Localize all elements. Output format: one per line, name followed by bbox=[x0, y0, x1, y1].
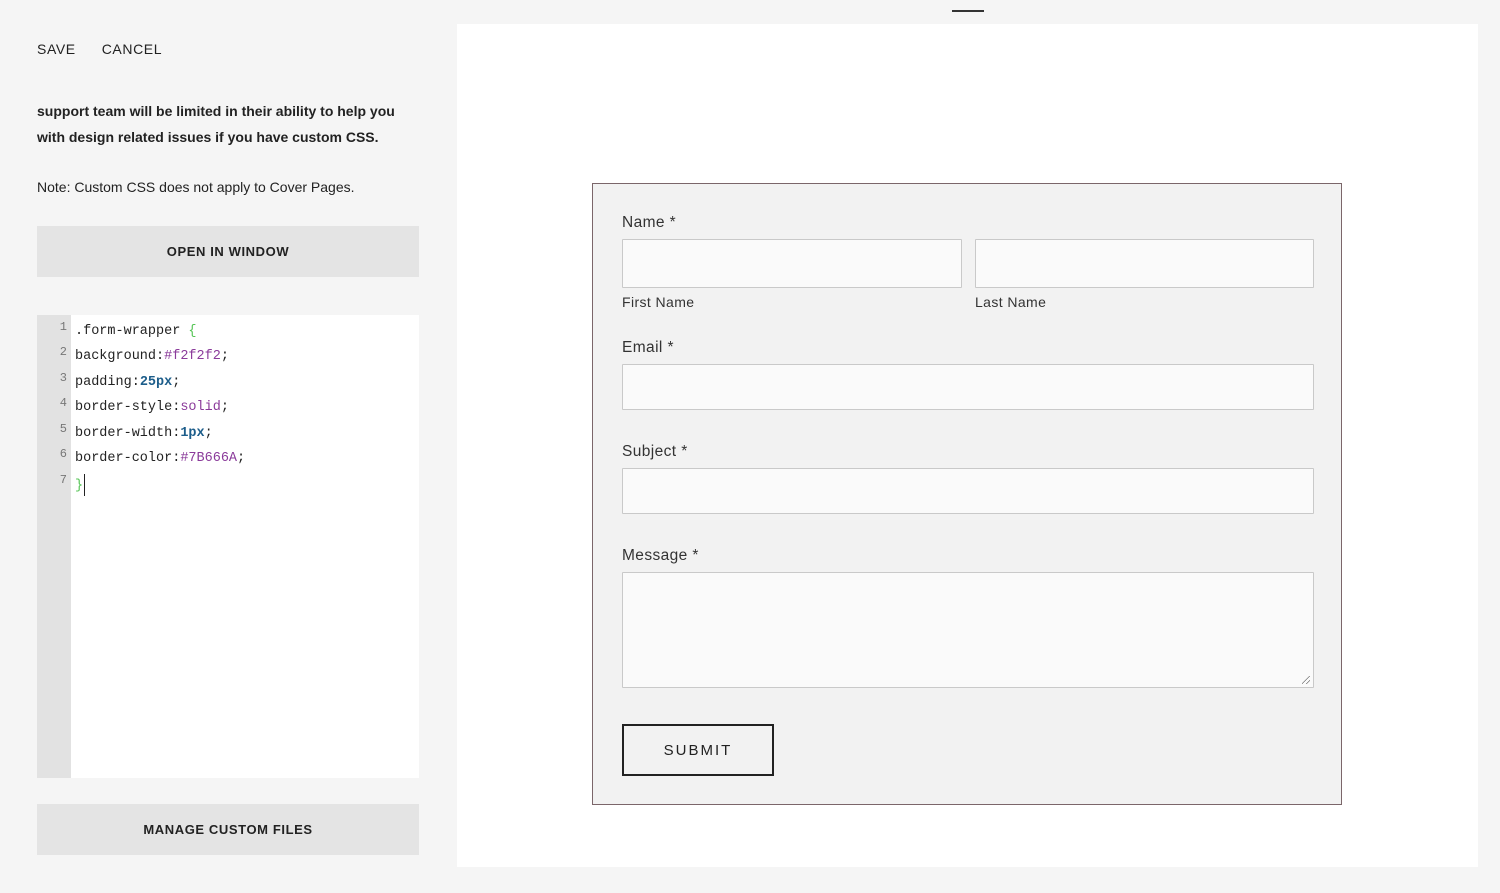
css-selector: .form-wrapper bbox=[75, 324, 189, 339]
css-open-brace: { bbox=[188, 324, 197, 339]
line-number: 4 bbox=[59, 396, 67, 410]
manage-custom-files-button[interactable]: MANAGE CUSTOM FILES bbox=[37, 804, 419, 855]
css-semicolon: ; bbox=[220, 349, 229, 364]
text-cursor bbox=[84, 474, 85, 496]
code-line bbox=[75, 324, 197, 339]
line-number: 3 bbox=[59, 371, 67, 385]
line-number: 2 bbox=[59, 345, 67, 359]
css-close-brace: } bbox=[75, 478, 84, 494]
css-property: padding: bbox=[75, 375, 140, 390]
resize-grip-icon[interactable] bbox=[1302, 676, 1310, 684]
message-textarea[interactable] bbox=[622, 572, 1314, 688]
css-value: solid bbox=[180, 400, 221, 415]
css-value: #f2f2f2 bbox=[164, 349, 221, 364]
subject-input[interactable] bbox=[622, 468, 1314, 514]
css-property: border-color: bbox=[75, 451, 181, 466]
submit-button[interactable]: SUBMIT bbox=[622, 724, 774, 776]
line-number-gutter bbox=[37, 315, 71, 778]
code-line bbox=[75, 349, 229, 364]
code-line bbox=[75, 451, 245, 466]
css-property: border-style: bbox=[75, 400, 181, 415]
code-line bbox=[75, 426, 213, 441]
css-value: 1px bbox=[180, 426, 205, 441]
support-warning-text: support team will be limited in their ability to help you with design related issues if you have custom CSS. bbox=[37, 103, 395, 145]
cancel-button[interactable]: CANCEL bbox=[101, 41, 163, 57]
email-label: Email * bbox=[622, 339, 674, 356]
line-number: 5 bbox=[59, 422, 67, 436]
message-label: Message * bbox=[622, 547, 699, 564]
form-wrapper bbox=[592, 183, 1342, 805]
site-preview bbox=[457, 24, 1478, 867]
first-name-input[interactable] bbox=[622, 239, 962, 288]
subject-label: Subject * bbox=[622, 443, 688, 460]
cover-pages-note: Note: Custom CSS does not apply to Cover Pages. bbox=[37, 179, 355, 195]
email-input[interactable] bbox=[622, 364, 1314, 410]
css-editor-panel bbox=[0, 0, 457, 893]
line-number: 1 bbox=[59, 320, 67, 334]
line-number: 6 bbox=[59, 447, 67, 461]
code-line bbox=[75, 375, 180, 390]
css-semicolon: ; bbox=[237, 451, 246, 466]
save-button[interactable]: SAVE bbox=[37, 41, 76, 57]
editor-actions bbox=[37, 41, 162, 57]
css-semicolon: ; bbox=[204, 426, 213, 441]
last-name-input[interactable] bbox=[975, 239, 1314, 288]
code-line bbox=[75, 474, 85, 496]
name-label: Name * bbox=[622, 214, 677, 231]
drag-handle[interactable] bbox=[952, 10, 984, 12]
css-semicolon: ; bbox=[172, 375, 181, 390]
css-value: 25px bbox=[139, 375, 173, 390]
css-semicolon: ; bbox=[220, 400, 229, 415]
open-in-window-button[interactable]: OPEN IN WINDOW bbox=[37, 226, 419, 277]
css-code-editor[interactable] bbox=[37, 315, 419, 778]
css-property: background: bbox=[75, 349, 165, 364]
last-name-label: Last Name bbox=[975, 294, 1047, 310]
code-line bbox=[75, 400, 229, 415]
first-name-label: First Name bbox=[622, 294, 695, 310]
line-number: 7 bbox=[59, 473, 67, 487]
css-value: #7B666A bbox=[180, 451, 238, 466]
css-property: border-width: bbox=[75, 426, 181, 441]
